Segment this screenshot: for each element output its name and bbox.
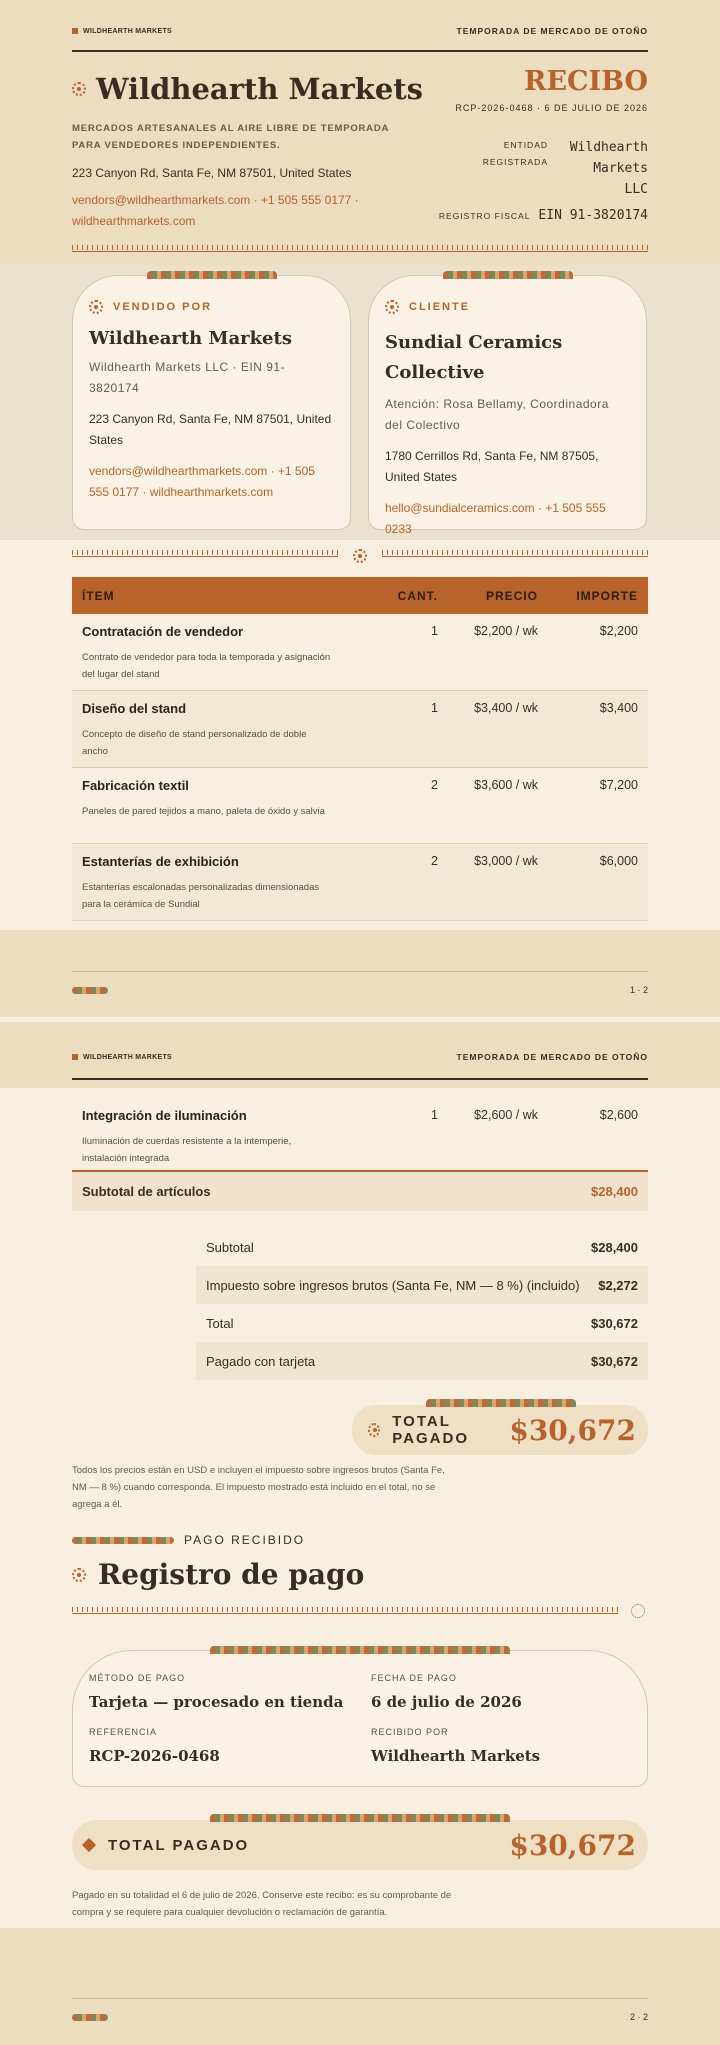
row-qty: 1: [431, 1108, 438, 1122]
row-name: Contratación de vendedor: [82, 624, 244, 639]
payment-tick-rule: [72, 1607, 618, 1614]
client-card: [368, 275, 647, 536]
th-item: ÍTEM: [82, 588, 115, 603]
payment-eyebrow-row: [72, 1533, 305, 1547]
row-qty: 2: [431, 778, 438, 792]
method-value: Tarjeta — procesado en tienda: [89, 1693, 344, 1711]
page2-topbar: [72, 1052, 648, 1062]
diamond-icon: [82, 1838, 96, 1852]
divider-sun-icon: [353, 549, 367, 563]
client-card-stripe: [443, 271, 573, 279]
summary-value: $30,672: [591, 1315, 638, 1331]
final-note: Pagado en su totalidad el 6 de julio de 2026. Conserve este recibo: es su comprobante de compra y se requiere para cualquier devolución o reclamación de garantía.: [72, 1890, 452, 1918]
row-desc: Estanterías escalonadas personalizadas dimensionadas para la cerámica de Sundial: [82, 882, 320, 910]
client-name: Sundial Ceramics Collective: [385, 332, 563, 383]
summary-label: Total: [206, 1315, 234, 1331]
table-row: [72, 844, 648, 921]
summary-label: Pagado con tarjeta: [206, 1353, 316, 1369]
items-table: [72, 577, 648, 921]
seller-card: [72, 275, 351, 530]
row-qty: 2: [431, 854, 438, 868]
top-rule: [72, 50, 648, 52]
payment-rule-sun-icon: [631, 1604, 645, 1618]
total-pill-stripe: [426, 1399, 576, 1407]
received-value: Wildhearth Markets: [371, 1747, 541, 1765]
tax-label: REGISTRO FISCAL: [438, 210, 531, 221]
date-label: FECHA DE PAGO: [371, 1673, 457, 1683]
summary-label: Subtotal: [206, 1239, 254, 1255]
seller-name: Wildhearth Markets: [89, 328, 292, 349]
brand-small-text: WILDHEARTH MARKETS: [83, 1053, 173, 1061]
table-header: [72, 577, 648, 614]
doc-type: RECIBO: [524, 66, 648, 97]
brand-small: [72, 28, 172, 35]
company-tagline: MERCADOS ARTESANALES AL AIRE LIBRE DE TEMPORADA PARA VENDEDORES INDEPENDIENTES.: [72, 123, 389, 151]
row-desc: Concepto de diseño de stand personalizado de doble ancho: [82, 729, 307, 757]
final-pill-stripe: [210, 1814, 510, 1822]
items-table-cont: [72, 1098, 648, 1211]
summary-row: [196, 1342, 648, 1380]
seller-address: 223 Canyon Rd, Santa Fe, NM 87501, United States: [89, 412, 332, 447]
received-label: RECIBIDO POR: [371, 1727, 449, 1737]
summary-value: $2,272: [598, 1277, 638, 1293]
row-qty: 1: [431, 701, 438, 715]
row-price: $3,400 / wk: [474, 701, 538, 715]
payment-title: Registro de pago: [98, 1558, 365, 1591]
page2-number: 2 · 2: [629, 2012, 648, 2022]
total-sun-icon: [368, 1423, 380, 1437]
row-amount: $2,200: [599, 624, 638, 638]
company-name: Wildhearth Markets: [96, 72, 423, 106]
total-paid-label: TOTAL PAGADO: [392, 1413, 470, 1447]
page2-footer-band: [0, 1928, 720, 2045]
doc-ref: RCP-2026-0468 · 6 DE JULIO DE 2026: [455, 103, 648, 113]
seller-contact[interactable]: vendors@wildhearthmarkets.com · +1 505 555 0177 · wildhearthmarkets.com: [89, 464, 315, 499]
season-label-p2: TEMPORADA DE MERCADO DE OTOÑO: [456, 1052, 648, 1062]
company-block: [72, 66, 648, 242]
summary-block: [196, 1228, 648, 1380]
table-row: [72, 1098, 648, 1172]
row-desc: Paneles de pared tejidos a mano, paleta de óxido y salvia: [82, 806, 325, 817]
th-price: PRECIO: [485, 588, 538, 603]
row-name: Estanterías de exhibición: [82, 854, 239, 869]
row-price: $3,000 / wk: [474, 854, 538, 868]
brand-square-icon: [72, 1054, 78, 1060]
header-tick-rule: [72, 245, 648, 252]
th-amount: IMPORTE: [576, 588, 638, 603]
payment-title-row: [72, 1558, 364, 1591]
table-row: [72, 691, 648, 768]
client-contact[interactable]: hello@sundialceramics.com · +1 505 555 0233: [385, 501, 606, 536]
page1-footer-rule: [72, 971, 648, 972]
row-amount: $3,400: [599, 701, 638, 715]
client-label: CLIENTE: [409, 301, 471, 313]
summary-row: [196, 1266, 648, 1304]
row-amount: $7,200: [599, 778, 638, 792]
client-attention: Atención: Rosa Bellamy, Coordinadora del Colectivo: [385, 397, 609, 432]
seller-sun-icon: [89, 300, 103, 314]
tax-value: EIN 91-3820174: [538, 208, 648, 223]
seller-label: VENDIDO POR: [113, 301, 213, 313]
summary-value: $28,400: [591, 1239, 638, 1255]
page1-topbar: [72, 26, 648, 36]
table-row: [72, 768, 648, 844]
seller-legal: Wildhearth Markets LLC · EIN 91-3820174: [89, 360, 286, 395]
final-total-label: TOTAL PAGADO: [108, 1836, 250, 1854]
seller-card-stripe: [147, 271, 277, 279]
payment-eyebrow: PAGO RECIBIDO: [184, 1533, 306, 1547]
summary-value: $30,672: [591, 1353, 638, 1369]
date-value: 6 de julio de 2026: [371, 1693, 522, 1711]
items-subtotal-value: $28,400: [591, 1184, 638, 1199]
tax-note: Todos los precios están en USD e incluyen el impuesto sobre ingresos brutos (Santa Fe, NM — 8 %) cuando corresponda. El impuesto mostrado está incluido en el total, no se agrega a él.: [72, 1465, 445, 1510]
row-desc: Contrato de vendedor para toda la temporada y asignación del lugar del stand: [82, 652, 331, 680]
row-amount: $2,600: [599, 1108, 638, 1122]
page1-footer-stripe: [72, 987, 108, 994]
company-contact[interactable]: vendors@wildhearthmarkets.com · +1 505 555 0177 · wildhearthmarkets.com: [72, 193, 359, 228]
row-price: $3,600 / wk: [474, 778, 538, 792]
page2-footer-rule: [72, 1998, 648, 1999]
client-sun-icon: [385, 300, 399, 314]
season-label: TEMPORADA DE MERCADO DE OTOÑO: [456, 26, 648, 36]
company-address: 223 Canyon Rd, Santa Fe, NM 87501, United States: [72, 166, 352, 180]
items-subtotal-row: [72, 1172, 648, 1211]
final-total-pill: [72, 1820, 648, 1870]
page1-number: 1 · 2: [629, 985, 648, 995]
total-paid-value: $30,672: [509, 1413, 636, 1447]
row-name: Diseño del stand: [82, 701, 187, 716]
table-row: [72, 614, 648, 691]
client-address: 1780 Cerrillos Rd, Santa Fe, NM 87505, United States: [385, 449, 599, 484]
page1-footer-band: [0, 930, 720, 1017]
entity-label: ENTIDAD REGISTRADA: [482, 140, 548, 167]
ref-value: RCP-2026-0468: [89, 1747, 220, 1765]
ref-label: REFERENCIA: [89, 1727, 158, 1737]
brand-square-icon: [72, 28, 78, 34]
method-label: MÉTODO DE PAGO: [89, 1673, 186, 1683]
payment-card-stripe: [210, 1646, 510, 1654]
payment-eyebrow-stripe: [72, 1537, 174, 1544]
brand-small-p2: [72, 1054, 172, 1061]
page2-footer-stripe: [72, 2014, 108, 2021]
summary-label: Impuesto sobre ingresos brutos (Santa Fe, NM — 8 %) (incluido): [206, 1277, 580, 1293]
final-total-value: $30,672: [509, 1828, 636, 1862]
row-name: Fabricación textil: [82, 778, 189, 793]
th-qty: CANT.: [397, 588, 438, 603]
entity-value: Wildhearth Markets LLC: [569, 140, 648, 197]
divider-left: [72, 550, 338, 557]
payment-card: [72, 1650, 648, 1787]
row-amount: $6,000: [599, 854, 638, 868]
sun-icon: [72, 82, 86, 96]
brand-small-text: WILDHEARTH MARKETS: [83, 27, 173, 35]
row-desc: Iluminación de cuerdas resistente a la intemperie, instalación integrada: [82, 1136, 292, 1164]
items-subtotal-label: Subtotal de artículos: [82, 1184, 211, 1199]
row-price: $2,200 / wk: [474, 624, 538, 638]
summary-row: [196, 1228, 648, 1266]
divider-right: [382, 550, 648, 557]
payment-sun-icon: [72, 1568, 86, 1582]
row-price: $2,600 / wk: [474, 1108, 538, 1122]
row-qty: 1: [431, 624, 438, 638]
total-paid-pill: [352, 1405, 648, 1455]
top-rule-p2: [72, 1078, 648, 1080]
row-name: Integración de iluminación: [82, 1108, 247, 1123]
summary-row: [196, 1304, 648, 1342]
